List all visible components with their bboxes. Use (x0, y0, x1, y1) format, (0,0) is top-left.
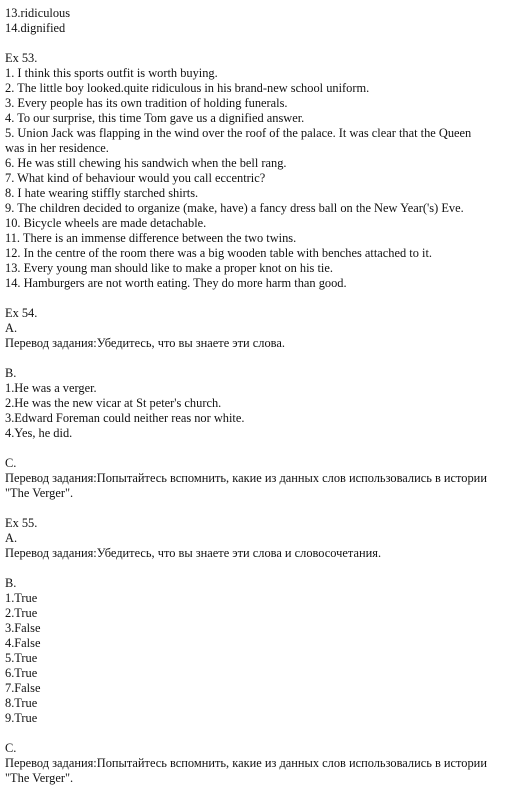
ex53-line: 5. Union Jack was flapping in the wind over the roof of the palace. It was clear that the Queen (5, 126, 472, 140)
ex54-heading: Ex 54. (5, 306, 38, 320)
ex55-b-answer: 1.True (5, 591, 38, 605)
ex55-c-label: C. (5, 741, 17, 755)
ex54-b-label: B. (5, 366, 17, 380)
ex53-line: 13. Every young man should like to make a proper knot on his tie. (5, 261, 333, 275)
ex53-line: 7. What kind of behaviour would you call eccentric? (5, 171, 266, 185)
ex54-b-answer: 3.Edward Foreman could neither reas nor white. (5, 411, 245, 425)
ex53-line: 6. He was still chewing his sandwich when the bell rang. (5, 156, 287, 170)
ex53-line: 1. I think this sports outfit is worth buying. (5, 66, 218, 80)
ex55-b-answer: 2.True (5, 606, 38, 620)
ex53-line: 3. Every people has its own tradition of holding funerals. (5, 96, 288, 110)
ex53-line: 14. Hamburgers are not worth eating. They do more harm than good. (5, 276, 347, 290)
ex53-line: 10. Bicycle wheels are made detachable. (5, 216, 207, 230)
ex53-line: was in her residence. (5, 141, 109, 155)
ex55-b-label: B. (5, 576, 17, 590)
ex55-a-label: A. (5, 531, 18, 545)
ex55-b-answer: 3.False (5, 621, 41, 635)
ex54-c-text: "The Verger". (5, 486, 74, 500)
ex55-b-answer: 8.True (5, 696, 38, 710)
ex55-b-answer: 6.True (5, 666, 38, 680)
ex55-c-text: Перевод задания:Попытайтесь вспомнить, какие из данных слов использовались в истории (5, 756, 487, 770)
ex54-c-label: C. (5, 456, 17, 470)
ex53-line: 2. The little boy looked.quite ridiculous in his brand-new school uniform. (5, 81, 370, 95)
ex53-heading: Ex 53. (5, 51, 38, 65)
ex55-b-answer: 9.True (5, 711, 38, 725)
vocab-item-13: 13.ridiculous (5, 6, 71, 20)
ex55-b-answer: 7.False (5, 681, 41, 695)
ex55-c-text: "The Verger". (5, 771, 74, 785)
ex54-b-answer: 2.He was the new vicar at St peter's church. (5, 396, 222, 410)
ex55-a-text: Перевод задания:Убедитесь, что вы знаете эти слова и словосочетания. (5, 546, 382, 560)
ex55-b-answer: 5.True (5, 651, 38, 665)
ex55-heading: Ex 55. (5, 516, 38, 530)
ex53-line: 4. To our surprise, this time Tom gave us a dignified answer. (5, 111, 305, 125)
ex53-line: 8. I hate wearing stiffly starched shirts. (5, 186, 199, 200)
ex53-line: 9. The children decided to organize (make, have) a fancy dress ball on the New Year('s) Eve. (5, 201, 464, 215)
ex54-b-answer: 4.Yes, he did. (5, 426, 73, 440)
ex54-a-text: Перевод задания:Убедитесь, что вы знаете эти слова. (5, 336, 285, 350)
ex54-b-answer: 1.He was a verger. (5, 381, 97, 395)
vocab-item-14: 14.dignified (5, 21, 66, 35)
ex53-line: 12. In the centre of the room there was a big wooden table with benches attached to it. (5, 246, 432, 260)
ex54-a-label: A. (5, 321, 18, 335)
ex53-line: 11. There is an immense difference between the two twins. (5, 231, 297, 245)
ex55-b-answer: 4.False (5, 636, 41, 650)
ex54-c-text: Перевод задания:Попытайтесь вспомнить, какие из данных слов использовались в истории (5, 471, 487, 485)
